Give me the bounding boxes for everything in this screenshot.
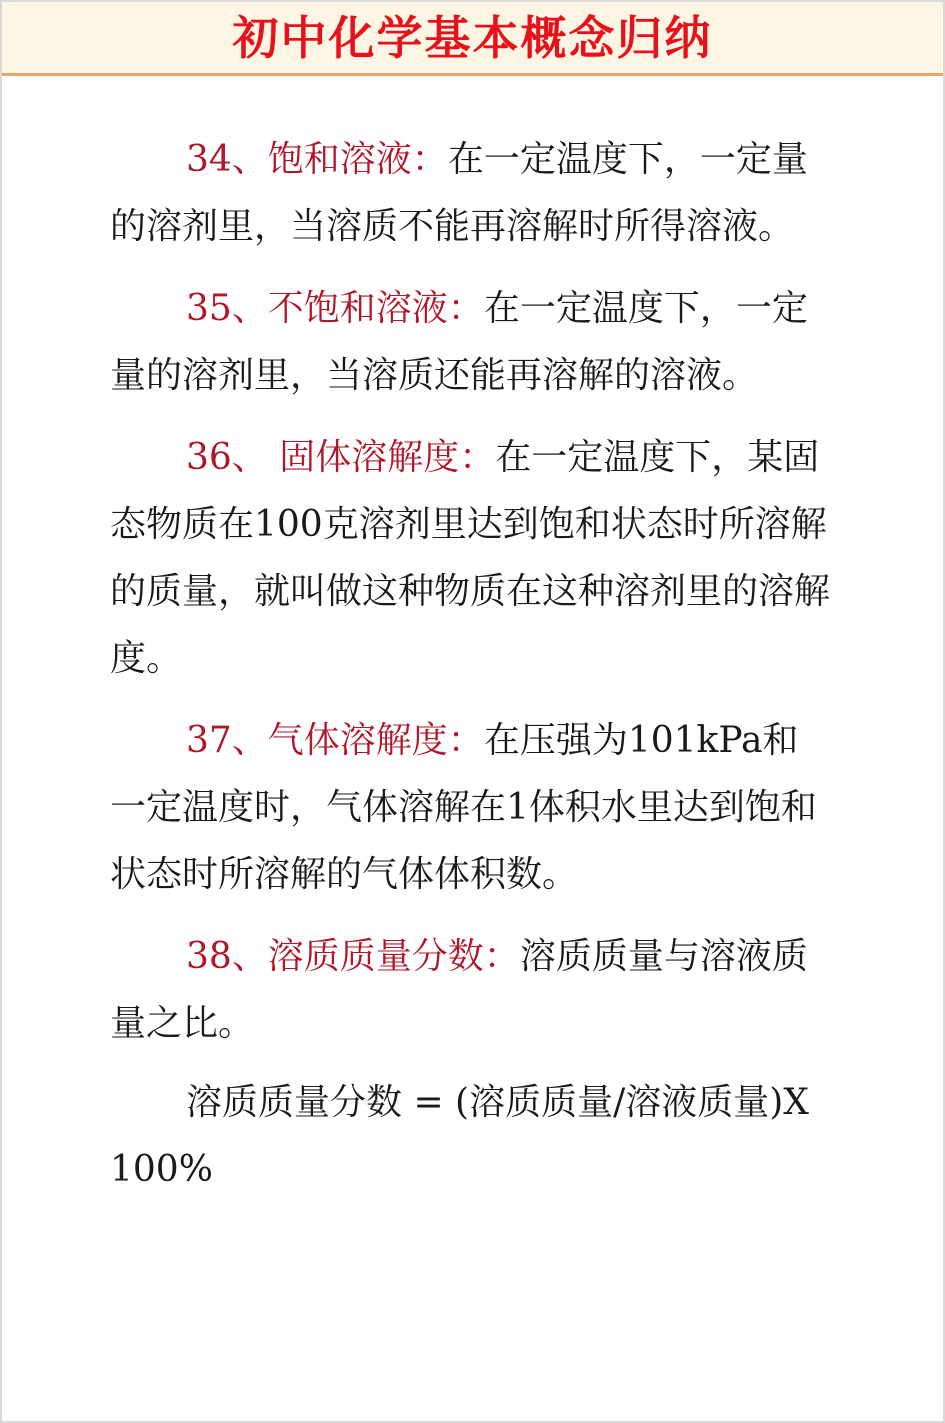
concept-list xyxy=(110,126,830,1203)
concept-definition: 在一定温度下，一定量的溶剂里，当溶质不能再溶解时所得溶液。 xyxy=(110,139,808,247)
concept-item-36 xyxy=(110,424,830,692)
concept-term: 36、 固体溶解度： xyxy=(186,437,496,478)
page-title: 初中化学基本概念归纳 xyxy=(232,11,713,65)
concept-term: 38、溶质质量分数： xyxy=(186,936,520,977)
concept-definition: 溶质质量与溶液质量之比。 xyxy=(110,936,808,1044)
concept-term: 34、饱和溶液： xyxy=(186,139,448,180)
concept-item-38 xyxy=(110,923,830,1057)
concept-item-34 xyxy=(110,126,830,260)
concept-term: 35、不饱和溶液： xyxy=(186,288,484,329)
concept-item-35 xyxy=(110,275,830,409)
concept-definition: 在压强为101kPa和一定温度时，气体溶解在1体积水里达到饱和状态时所溶解的气体体积数。 xyxy=(110,720,817,895)
formula-line: 溶质质量分数 = (溶质质量/溶液质量)X100% xyxy=(110,1082,809,1190)
concept-term: 37、气体溶解度： xyxy=(186,720,484,761)
concept-definition: 在一定温度下，一定量的溶剂里，当溶质还能再溶解的溶液。 xyxy=(110,288,808,396)
concept-definition: 在一定温度下，某固态物质在100克溶剂里达到饱和状态时所溶解的质量，就叫做这种物质在这种溶剂里的溶解度。 xyxy=(110,437,831,679)
header-banner xyxy=(2,2,943,76)
concept-item-37 xyxy=(110,707,830,908)
